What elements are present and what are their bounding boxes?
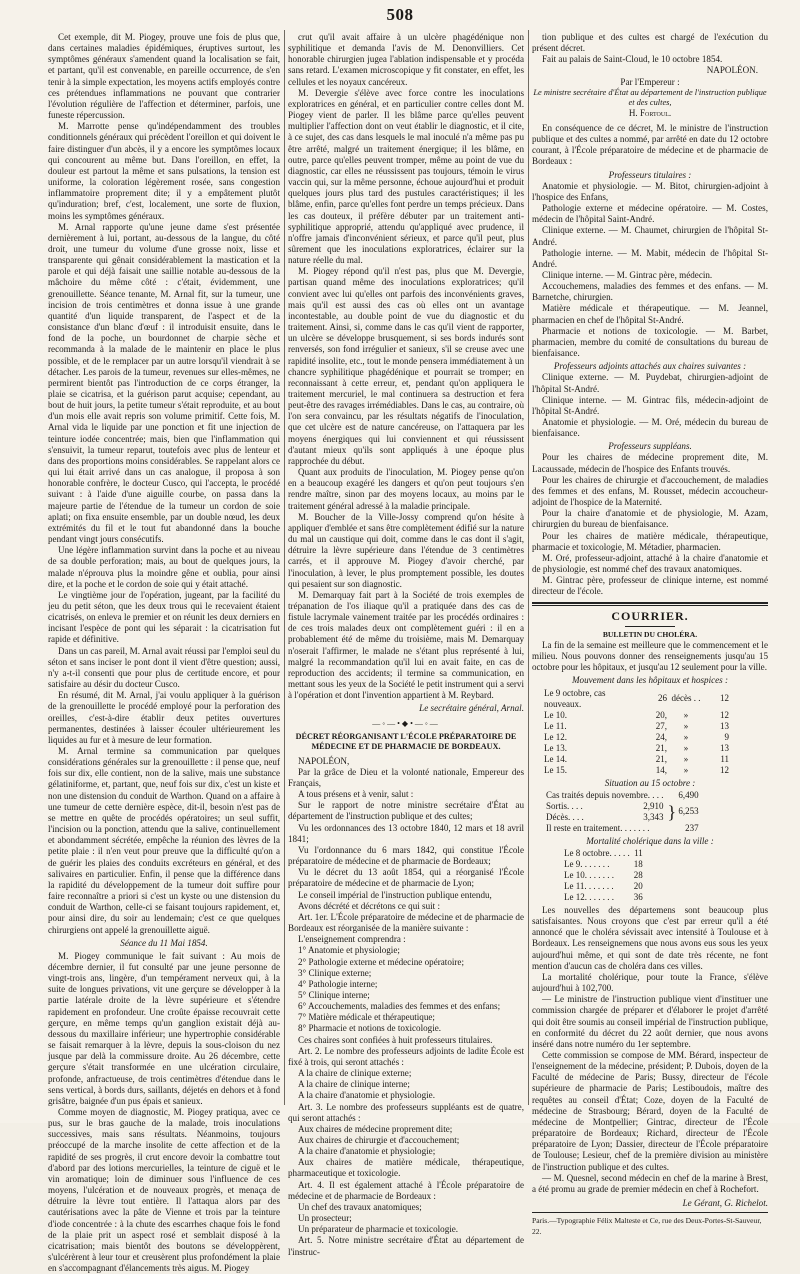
paragraph: Clinique externe. — M. Chaumet, chirurgien de l'hôpital St-André. (532, 225, 768, 247)
total-cases-label: Cas traités depuis novembre. . . . (546, 789, 664, 800)
cell-deces-label: » (683, 753, 689, 764)
decree-body (288, 756, 524, 1258)
cell-label: Le 11. (544, 720, 567, 731)
paragraph: 8° Pharmacie et notions de toxicologie. (298, 1023, 442, 1034)
appointment-intro (532, 123, 768, 168)
cell-deces: 13 (720, 742, 729, 753)
society-report-part1 (48, 32, 280, 936)
paragraph: Cet exemple, dit M. Piogey, prouve une fois de plus que, dans certaines maladies épidémiques, éruptives surtout, les symptômes généraux s'amendent quand la localisation se fait, et partant, qu'il est convenable, en pareille occurrence, de s'en tenir à la simple expectation, les moyens actifs employés contre ces prétendues inflammations ne pouvant que contrarier l'évolution régulière de l'affection et déterminer, parfois, une funeste répercussion. (48, 32, 280, 121)
paragraph: 1° Anatomie et physiologie; (298, 945, 400, 956)
paragraph: Anatomie et physiologie. — M. Oré, médecin du bureau de bienfaisance. (532, 417, 768, 439)
cell-deces-label: » (683, 709, 689, 720)
cell-label: Le 12. . . . . . . (564, 891, 614, 902)
paragraph: Aux chaires de médecine proprement dite; (298, 1123, 453, 1134)
cell-deces: 12 (720, 709, 729, 720)
cell-cases: 21, (655, 742, 667, 753)
cell-label: Le 8 octobre. . . . . (564, 847, 630, 858)
cell-cases: 24, (655, 731, 667, 742)
hospital-movement-title: Mouvement dans les hôpitaux et hospices : (571, 675, 729, 686)
table-row (532, 754, 731, 765)
substitute-professors-list (532, 452, 768, 597)
paragraph: Art. 3. Le nombre des professeurs suppléants est de quatre, qui seront attachés : (288, 1101, 524, 1123)
column-2 (288, 32, 524, 1257)
secretary-signature: Le secrétaire général, Arnal. (419, 703, 524, 714)
paragraph: Art. 1er. L'École préparatoire de médecine et de pharmacie de Bordeaux est réorganisée de la manière suivante : (288, 911, 524, 934)
printer-imprint: Paris.—Typographie Félix Malteste et Ce, rue des Deux-Portes-St-Sauveur, 22. (532, 1216, 762, 1237)
cell-deces-label: » (683, 720, 689, 731)
paragraph: M. Piogey répond qu'il n'est pas, plus que M. Devergie, partisan quand même des inoculations exploratrices; qu'il convient avec lui qu'elles ont parfois des inconvénients graves, mais qu'il est aussi des cas où elles ont un avantage incontestable, au double point de vue du diagnostic et du traitement. Ainsi, si, comme dans le cas qu'il vient de rapporter, un ulcère se développe brusquement, si ses bords indurés sont renversés, son fond irrégulier et sanieux, s'il se creuse avec une rapidité insolite, etc., tout le monde pensera immédiatement à un chancre syphilitique phagédénique et pourrait se tromper; en reconnaissant à cette erreur, et, pendant qu'on appliquera le traitement mercuriel, le mal continuera sa destruction et fera peut-être des ravages irrémédiables. Dans le cas, au contraire, où l'on sera convaincu, par les résultats négatifs de l'inoculation, que cet ulcère est de nature cancéreuse, on l'attaquera par les moyens énergiques qui lui conviennent et qui réussissent d'autant mieux qu'ils sont appliqués à une époque plus rapprochée du début. (288, 266, 524, 466)
situation-title: Situation au 15 octobre : (604, 777, 696, 788)
paragraph: Le conseil impérial de l'instruction publique entendu, (298, 889, 492, 900)
column-1 (48, 32, 280, 1274)
paragraph: Pharmacie et notions de toxicologie. — M. Barbet, pharmacien, membre du comité de consultations du bureau de bienfaisance. (532, 325, 768, 359)
paragraph: Un préparateur de pharmacie et toxicologie. (298, 1224, 459, 1235)
table-row (562, 848, 645, 859)
minister-title: Le ministre secrétaire d'État au département de l'instruction publique et des cultes, (533, 87, 767, 107)
table-row (532, 688, 731, 710)
table-row (562, 881, 645, 892)
cell-value: 11 (634, 847, 643, 858)
paragraph: Pour les chaires de chirurgie et d'accouchement, de maladies des femmes et des enfans, M. Rousset, médecin accoucheur-adjoint de l'hospice de la Maternité. (532, 474, 768, 508)
paragraph: — M. Quesnel, second médecin en chef de la marine à Brest, a été promu au grade de premier médecin en chef à Rochefort. (532, 1172, 768, 1194)
cell-label: Le 15. (544, 764, 567, 775)
table-row (532, 743, 731, 754)
napoleon-signature: NAPOLÉON. (706, 65, 758, 76)
discharged-deaths-sum (665, 801, 700, 823)
paragraph: En conséquence de ce décret, M. le ministre de l'instruction publique et des cultes a nommé, par arrêté en date du 12 octobre courant, à l'École préparatoire de médecine et de pharmacie de Bordeaux : (532, 122, 768, 167)
table-row (532, 765, 731, 776)
cell-deces-label: décès . . (671, 693, 701, 704)
paragraph: 7° Matière médicale et thérapeutique; (298, 1012, 435, 1023)
discharged-value: 2,910 (643, 800, 664, 811)
paragraph: Vu les ordonnances des 13 octobre 1840, 12 mars et 18 avril 1841; (288, 822, 524, 844)
adjunct-professors-list (532, 372, 768, 439)
adjunct-professors-title: Professeurs adjoints attachés aux chaires suivantes : (553, 361, 747, 372)
short-rule (625, 626, 675, 627)
section-rule (532, 602, 768, 604)
paragraph: A la chaire d'anatomie et physiologie; (298, 1146, 436, 1157)
paragraph: M. Demarquay fait part à la Société de trois exemples de trépanation de l'os iliaque qu'il a pratiquée dans des cas de fistule lacrymale vainement traitée par les procédés ordinaires : de ces trois malades deux ont complètement guéri : il en a probablement été de même du troisième, mais M. Demarquay n'oserait l'affirmer, le malade ne s'étant plus représenté à lui, malgré la recommandation qu'il lui en avait faite, en cas de reproduction des accidents; il termine sa communication, en mettant sous les yeux de la Société le petit instrument qui a servi à l'opération et dont l'invention appartient à M. Reybard. (288, 589, 524, 701)
paragraph: A tous présens et à venir, salut : (298, 789, 414, 800)
column-divider (528, 30, 529, 1105)
paragraph: Accouchemens, maladies des femmes et des enfans. — M. Barnetche, chirurgien. (532, 281, 768, 303)
paragraph: Avons décrété et décrétons ce qui suit : (298, 900, 440, 911)
paragraph: Les nouvelles des départemens sont beaucoup plus satisfaisantes. Nous croyons que c'est par erreur qu'il a été annoncé que le choléra sévissait avec intensité à Toulouse et à Bordeaux. Les renseignemens que nous avons eus sous les yeux aujourd'hui même, et qui sont de date très récente, ne font mention d'aucun cas de choléra dans ces villes. (532, 904, 768, 971)
paragraph: 4° Pathologie interne; (298, 978, 378, 989)
cell-cases: 26 (658, 693, 667, 704)
paragraph: Pour les chaires de matière médicale, thérapeutique, pharmacie et toxicologie, M. Métadier, pharmacien. (532, 530, 768, 552)
cell-deces-label: » (683, 742, 689, 753)
paragraph: Cette commission se compose de MM. Bérard, inspecteur de l'enseignement de la médecine, président; P. Dubois, doyen de la Faculté de médecine de Paris; Bussy, directeur de l'école supérieure de pharmacie de Paris; Lestiboudois, maître des requêtes au conseil d'État; Coze, doyen de la Faculté de médecine de Strasbourg; Bérard, doyen de la Faculté de médecine de Montpellier; Gintrac, directeur de l'École préparatoire de Bordeaux; Richard, directeur de l'École préparatoire de Lyon; Dassier, directeur de l'École préparatoire de Toulouse; Lesieur, chef de la première division au ministère de l'instruction publique et des cultes. (532, 1049, 768, 1172)
session-date: Séance du 11 Mai 1854. (120, 937, 208, 948)
paragraph: Art. 2. Le nombre des professeurs adjoints de ladite École est fixé à trois, qui seront attachés : (288, 1045, 524, 1067)
paragraph: Quant aux produits de l'inoculation, M. Piogey pense qu'on en a beaucoup exagéré les dangers et qu'on peut toujours s'en rendre maître, sinon par des moyens locaux, au moins par le traitement général adressé à la maladie principale. (288, 467, 524, 511)
cell-label: Le 11. . . . . . . (564, 880, 614, 891)
minister-name: H. Fortoul. (628, 107, 672, 118)
substitute-professors-title: Professeurs suppléans. (608, 441, 692, 452)
paragraph: La mortalité cholérique, pour toute la France, s'élève aujourd'hui à 102,700. (532, 971, 768, 994)
paragraph: M. Gintrac père, professeur de clinique interne, est nommé directeur de l'école. (532, 575, 768, 597)
cell-value: 18 (633, 858, 643, 869)
paragraph: Un prosecteur; (298, 1213, 352, 1224)
paragraph: M. Devergie s'élève avec force contre les inoculations exploratrices en général, et en particulier contre celles dont M. Piogey vient de parler. Il les blâme parce qu'elles peuvent multiplier l'affection dont on veut établir le diagnostic, et il cite, à ce sujet, des cas dans lesquels le mal inoculé n'a même pas pu être arrêté, malgré un traitement énergique; il les blâme, en outre, parce qu'elles peuvent tromper, même au point de vue du diagnostic, car elles ne réussissent pas toujours, témoin le virus vaccin qui, sur la même personne, échoue aujourd'hui et produit quelques jours plus tard des pustules caractéristiques; il les blâme, enfin, parce qu'elles font perdre un temps précieux. Dans les cas douteux, il préfère débuter par un traitement anti-syphilitique approprié, attendu qu'appliqué avec prudence, il n'offre jamais d'inconvénient sérieux, et parce qu'il peut, plus sûrement que les inoculations exploratrices, éclairer sur la nature réelle du mal. (288, 87, 524, 266)
city-mortality-title: Mortalité cholérique dans la ville : (586, 835, 714, 846)
paragraph: 5° Clinique interne; (298, 989, 370, 1000)
remaining-value: 237 (685, 822, 699, 833)
cell-cases: 20, (655, 709, 667, 720)
bulletin-intro: La fin de la semaine est meilleure que le commencement et le milieu. Nous pouvons donner des renseignements jusqu'au 15 octobre pour les hôpitaux, et jusqu'au 12 seulement pour la ville. (532, 640, 768, 673)
paragraph: M. Oré, professeur-adjoint, attaché à la chaire d'anatomie et de physiologie, est nommé chef des travaux anatomiques. (532, 552, 768, 575)
paragraph: Ces chaires sont confiées à huit professeurs titulaires. (298, 1034, 493, 1045)
paragraph: Sur le rapport de notre ministre secrétaire d'État au département de l'instruction publique et des cultes; (288, 800, 524, 822)
table-row (562, 859, 645, 870)
paragraph: Par la grâce de Dieu et la volonté nationale, Empereur des Français, (288, 766, 524, 788)
paragraph: Anatomie et physiologie. — M. Bitot, chirurgien-adjoint à l'hospice des Enfans, (532, 180, 768, 202)
paragraph: NAPOLÉON, (298, 755, 350, 766)
paragraph: L'enseignement comprendra : (298, 934, 406, 945)
paragraph: Fait au palais de Saint-Cloud, le 10 octobre 1854. (542, 54, 723, 65)
cell-cases: 21, (655, 753, 667, 764)
cell-deces-label: » (683, 764, 689, 775)
city-mortality-table (562, 848, 645, 903)
news-paragraphs (532, 905, 768, 1195)
paragraph: Comme moyen de diagnostic, M. Piogey pratiqua, avec ce pus, sur le bras gauche de la malade, trois inoculations successives, mais sans résultats. Néanmoins, toujours préoccupé de la marche insolite de cette affection et de la rapidité de ses progrès, il crut encore devoir la combattre tout d'abord par des lotions mercurielles, la teinture de ciguë et le vin aromatique; loin de diminuer sous l'influence de ces moyens, l'ulcération et de nouveaux progrès, et menaça de détruire la lèvre tout entière. Il l'attaqua alors par des cautérisations avec la pâte de Vienne et trois par la teinture d'iode concentrée : à la chute des escarrhes chaque fois le fond de la plaie prit un aspect rosé et semblait disposé à la cicatrisation; mais bientôt des boutons se développèrent, s'ulcérèrent à leur tour et creusèrent plus profondément la plaie en s'accompagnant d'élancements très aigus. M. Piogey (48, 1107, 280, 1274)
cell-deces: 13 (720, 720, 729, 731)
paragraph: Clinique externe. — M. Puydebat, chirurgien-adjoint de l'hôpital St-André. (532, 372, 768, 394)
paragraph: Clinique interne. — M. Gintrac père, médecin. (542, 269, 713, 280)
paragraph: Matière médicale et thérapeutique. — M. Jeannel, pharmacien en chef de l'hôpital St-André. (532, 303, 768, 325)
table-row (532, 732, 731, 743)
total-cases-value: 6,490 (678, 789, 699, 800)
paragraph: Vu l'ordonnance du 6 mars 1842, qui constitue l'École préparatoire de médecine et de pharmacie de Bordeaux; (288, 844, 524, 867)
cell-value: 36 (633, 891, 643, 902)
paragraph: — Le ministre de l'instruction publique vient d'instituer une commission chargée de préparer et d'élaborer le projet d'arrêté qui doit être soumis au conseil impérial de l'instruction publique, en conformité du décret du 22 août dernier, que nous avons inséré dans notre numéro du 1er septembre. (532, 994, 769, 1049)
paragraph: A la chaire de clinique externe; (298, 1068, 412, 1079)
paragraph: M. Boucher de la Ville-Jossy comprend qu'on hésite à appliquer d'emblée et sans être complètement édifié sur la nature du mal un caustique qui doit, comme dans le cas dont il s'agit, détruire la lèvre supérieure dans l'étendue de 3 centimètres carrés, et il approuve M. Piogey d'avoir cherché, par l'inoculation, à lever, le plus promptement possible, les doutes qui pesaient sur son diagnostic. (288, 511, 524, 589)
paragraph: Dans un cas pareil, M. Arnal avait réussi par l'emploi seul du séton et sans inciser le pont dont il vient d'être question; aussi, n'y a-t-il consenti que pour plus de certitude encore, et pour satisfaire au désir du docteur Cusco. (48, 645, 280, 690)
paragraph: 6° Accouchements, maladies des femmes et des enfans; (298, 1001, 501, 1012)
cell-cases: 27, (655, 720, 667, 731)
bulletin-heading: BULLETIN DU CHOLÉRA. (602, 629, 698, 639)
paragraph: A la chaire de clinique interne; (298, 1079, 410, 1090)
society-report-part3 (288, 32, 524, 701)
cell-label: Le 9. . . . . . . (564, 858, 610, 869)
discharged-label: Sortis. . . . (546, 800, 583, 811)
cell-deces-label: » (683, 731, 689, 742)
paragraph: Pour la chaire d'anatomie et de physiologie, M. Azam, chirurgien du bureau de bienfaisance. (532, 508, 768, 530)
cell-deces: 9 (724, 731, 729, 742)
cell-cases: 14, (655, 764, 667, 775)
cell-deces: 12 (720, 693, 729, 704)
paragraph: En résumé, dit M. Arnal, j'ai voulu appliquer à la guérison de la grenouillette le procédé employé pour la perforation des oreilles, c'est-à-dire établir deux petites ouvertures permanentes, destinées à laisser écouler ultérieurement les liquides au fur et à mesure de leur formation. (48, 690, 280, 745)
cell-value: 20 (633, 880, 643, 891)
paragraph: Un chef des travaux anatomiques; (298, 1201, 422, 1212)
sum-value: 6,253 (678, 805, 699, 816)
cell-label: Le 13. (544, 742, 567, 753)
deaths-value: 3,343 (643, 811, 664, 822)
hospital-movement-table (532, 688, 731, 776)
paragraph: Aux chaires de chirurgie et d'accouchement; (298, 1135, 460, 1145)
cell-deces: 11 (720, 753, 729, 764)
table-row (532, 721, 731, 732)
courrier-heading: COURRIER. (611, 608, 689, 623)
decree-title: DÉCRET RÉORGANISANT L'ÉCOLE PRÉPARATOIRE DE MÉDECINE ET DE PHARMACIE DE BORDEAUX. (295, 731, 517, 752)
cell-value: 28 (633, 869, 643, 880)
brace-glyph: } (667, 801, 677, 822)
decree-closing (532, 32, 768, 65)
paragraph: M. Piogey communique le fait suivant : Au mois de décembre dernier, il fut consulté par une jeune personne de vingt-trois ans, lingère, d'un tempérament nerveux qui, à la suite de longues privations, vit une gerçure se développer à la partie latérale droite de la lèvre supérieure et s'étendre rapidement en profondeur. Une croûte épaisse recouvrait cette gerçure, en même temps qu'un ganglion existait déjà au-dessous du maxillaire inférieur; une hypertrophie considérable se faisait remarquer à la lèvre, depuis la sous-cloison du nez jusque par delà la commissure droite. Au 26 décembre, cette gerçure s'était transformée en une ulcération circulaire, profonde, anfractueuse, de trois centimètres d'étendue dans le sens vertical, à bords durs, saillants, déjetés en dehors et à fond grisâtre, baignée d'un pus épais et sanieux. (48, 950, 280, 1106)
paragraph: 2° Pathologie externe et médecine opératoire; (298, 956, 464, 967)
cell-label: Le 10. . . . . . . (564, 869, 614, 880)
section-rule (532, 605, 768, 606)
titular-professors-title: Professeurs titulaires : (608, 169, 692, 180)
cell-label: Le 12. (544, 731, 567, 742)
cell-label: Le 10. (544, 709, 567, 720)
paragraph: Le vingtième jour de l'opération, jugeant, par la facilité du jeu du petit séton, que les deux trous qui le recevaient étaient cicatrisés, on enleva le premier et on réunit les deux derniers en incisant l'espèce de pont qui les séparait : la cicatrisation fut rapide et définitive. (48, 589, 280, 645)
paragraph: Art. 4. Il est également attaché à l'École préparatoire de médecine et de pharmacie de Bordeaux : (288, 1179, 524, 1201)
ornament-divider: —◦—•◆•—◦— (372, 718, 440, 728)
paragraph: Art. 5. Notre ministre secrétaire d'État au département de l'instruc- (288, 1235, 524, 1257)
cell-deces: 12 (720, 764, 729, 775)
paragraph: Aux chaires de matière médicale, thérapeutique, pharmaceutique et toxicologie. (288, 1157, 524, 1179)
paragraph: A la chaire d'anatomie et physiologie. (298, 1090, 435, 1101)
paragraph: Clinique interne. — M. Gintrac fils, médecin-adjoint de l'hôpital St-André. (532, 394, 768, 416)
paragraph: Pour les chaires de médecine proprement dite, M. Lacaussade, médecin de l'hospice des Enfants trouvés. (532, 452, 768, 474)
column-3 (532, 32, 769, 1237)
table-row (562, 870, 645, 881)
society-report-part2 (48, 951, 280, 1274)
titular-professors-list (532, 181, 768, 360)
paragraph: Pathologie interne. — M. Mabit, médecin de l'hôpital St-André. (532, 247, 768, 269)
paragraph: M. Arnal termine sa communication par quelques considérations générales sur la grenouillette : il pense que, neuf fois sur dix, elle contient, non de la salive, mais une substance gélatiniforme, et, partant, que, neuf fois sur dix, c'est un kiste et non une distension du conduit de Warthon. Quand on a affaire à une tumeur de cette dernière espèce, dit-il, besoin n'est pas de se mettre en quête de procédés opératoires; un seul suffit, l'incision ou la ponction, attendu que la salive, continuellement et abondamment sécrétée, empêche la réunion des lèvres de la petite plaie : il n'en veut pour preuve que la difficulté qu'on a de guérir les plaies des conduits excréteurs en général, et des salivaires en particulier. Enfin, il pense que la différence dans la rapidité du développement de la tumeur doit suffire pour faire reconnaître a priori si c'est un kyste ou une distension du conduit de Warthon, celle-ci se faisant toujours rapidement, et, pour ainsi dire, du soir au lendemain; c'est ce que quelques chirurgiens ont appelé la grenouillette aiguë. (48, 746, 280, 935)
table-row (562, 892, 645, 903)
by-emperor: Par l'Empereur : (620, 76, 680, 87)
table-row (532, 710, 731, 721)
page-number: 508 (386, 5, 414, 24)
paragraph: tion publique et des cultes est chargé de l'exécution du présent décret. (532, 32, 768, 54)
paragraph: M. Marrotte pense qu'indépendamment des troubles conditionnels généraux qui précèdent l'oreillon et qui doivent le faire distinguer d'un abcès, il y a encore les symptômes locaux qui concourent au même but. Dans l'oreillon, en effet, la douleur est partout la même et sans pulsations, la tension est uniforme, la coloration légèrement rosée, sans congestion inflammatoire proprement dite; il y a empâtement plutôt qu'induration; bref, c'est, localement, une sorte de fluxion, moins les symptômes généraux. (48, 121, 280, 221)
cell-label: Le 14. (544, 753, 567, 764)
manager-signature: Le Gérant, G. Richelot. (682, 1198, 768, 1208)
remaining-label: Il reste en traitement. . . . . . . (546, 822, 650, 833)
deaths-label: Décès. . . . (546, 811, 584, 822)
footer-rule (532, 1212, 768, 1213)
paragraph: Pathologie externe et médecine opératoire. — M. Costes, médecin de l'hôpital Saint-André. (532, 203, 768, 225)
paragraph: Une légère inflammation survint dans la poche et au niveau de sa double perforation; mais, au bout de quelques jours, la malade n'éprouva plus la moindre gêne et oublia, pour ainsi dire, et la poche et le cordon de soie qui y était attaché. (48, 545, 280, 589)
cell-label: Le 9 octobre, cas nouveaux. (544, 687, 606, 709)
paragraph: crut qu'il avait affaire à un ulcère phagédénique non syphilitique et demanda l'avis de M. Denonvilliers. Cet honorable chirurgien jugea l'ablation indispensable et y procéda sans retard. L'examen microscopique y fit constater, en effet, les cellules et les noyaux cancéreux. (288, 32, 524, 87)
paragraph: 3° Clinique externe; (298, 967, 372, 978)
column-divider (284, 30, 285, 1105)
paragraph: Vu le décret du 13 août 1854, qui a réorganisé l'École préparatoire de médecine et de pharmacie de Lyon; (288, 867, 524, 889)
situation-table (544, 790, 701, 834)
paragraph: M. Arnal rapporte qu'une jeune dame s'est présentée dernièrement à lui, portant, au-dessous de la langue, du côté droit, une tumeur du volume d'une grosse noix, lisse et transparente qui gênait considérablement la mastication et la parole et qui déjà faisait une saillie notable au-dessous de la mâchoire du même côté : c'était, évidemment, une grenouillette. Séance tenante, M. Arnal fit, sur la tumeur, une incision de trois centimètres et donna issue à une grande quantité d'un liquide transparent, de l'aspect et de la consistance d'un blanc d'œuf : il introduisit ensuite, dans le fond de la poche, un bourdonnet de charpie sèche et recommanda à la malade de le maintenir en place le plus possible, et de le remplacer par un autre lorsqu'il viendrait à se détacher. Les parois de la tumeur, revenues sur elles-mêmes, ne permirent bientôt pas l'introduction de ce corps étranger, la plaie se cicatrisa, et la guérison parut acquise; cependant, au bout de huit jours, la petite tumeur s'était reproduite, et au bout d'un mois elle avait repris son volume primitif. Cette fois, M. Arnal vida le liquide par une ponction et fit une injection de teinture iodée concentrée; mais, bien que l'inflammation qui s'ensuivit, la tumeur reparut, toutefois avec plus de lenteur et dans des proportions moins considérables. Se rappelant alors ce qui lui était arrivé dans un cas analogue, il proposa à son honorable confrère, le docteur Cusco, qui l'accepta, le procédé suivant : à l'aide d'une aiguille courbe, on passa dans la majeure partie de l'étendue de la tumeur un cordon de soie aplati; on fixa ensuite ensemble, par un double nœud, les deux extrémités du fil et le tout fut abandonné dans la bouche pendant vingt jours consécutifs. (48, 221, 280, 545)
